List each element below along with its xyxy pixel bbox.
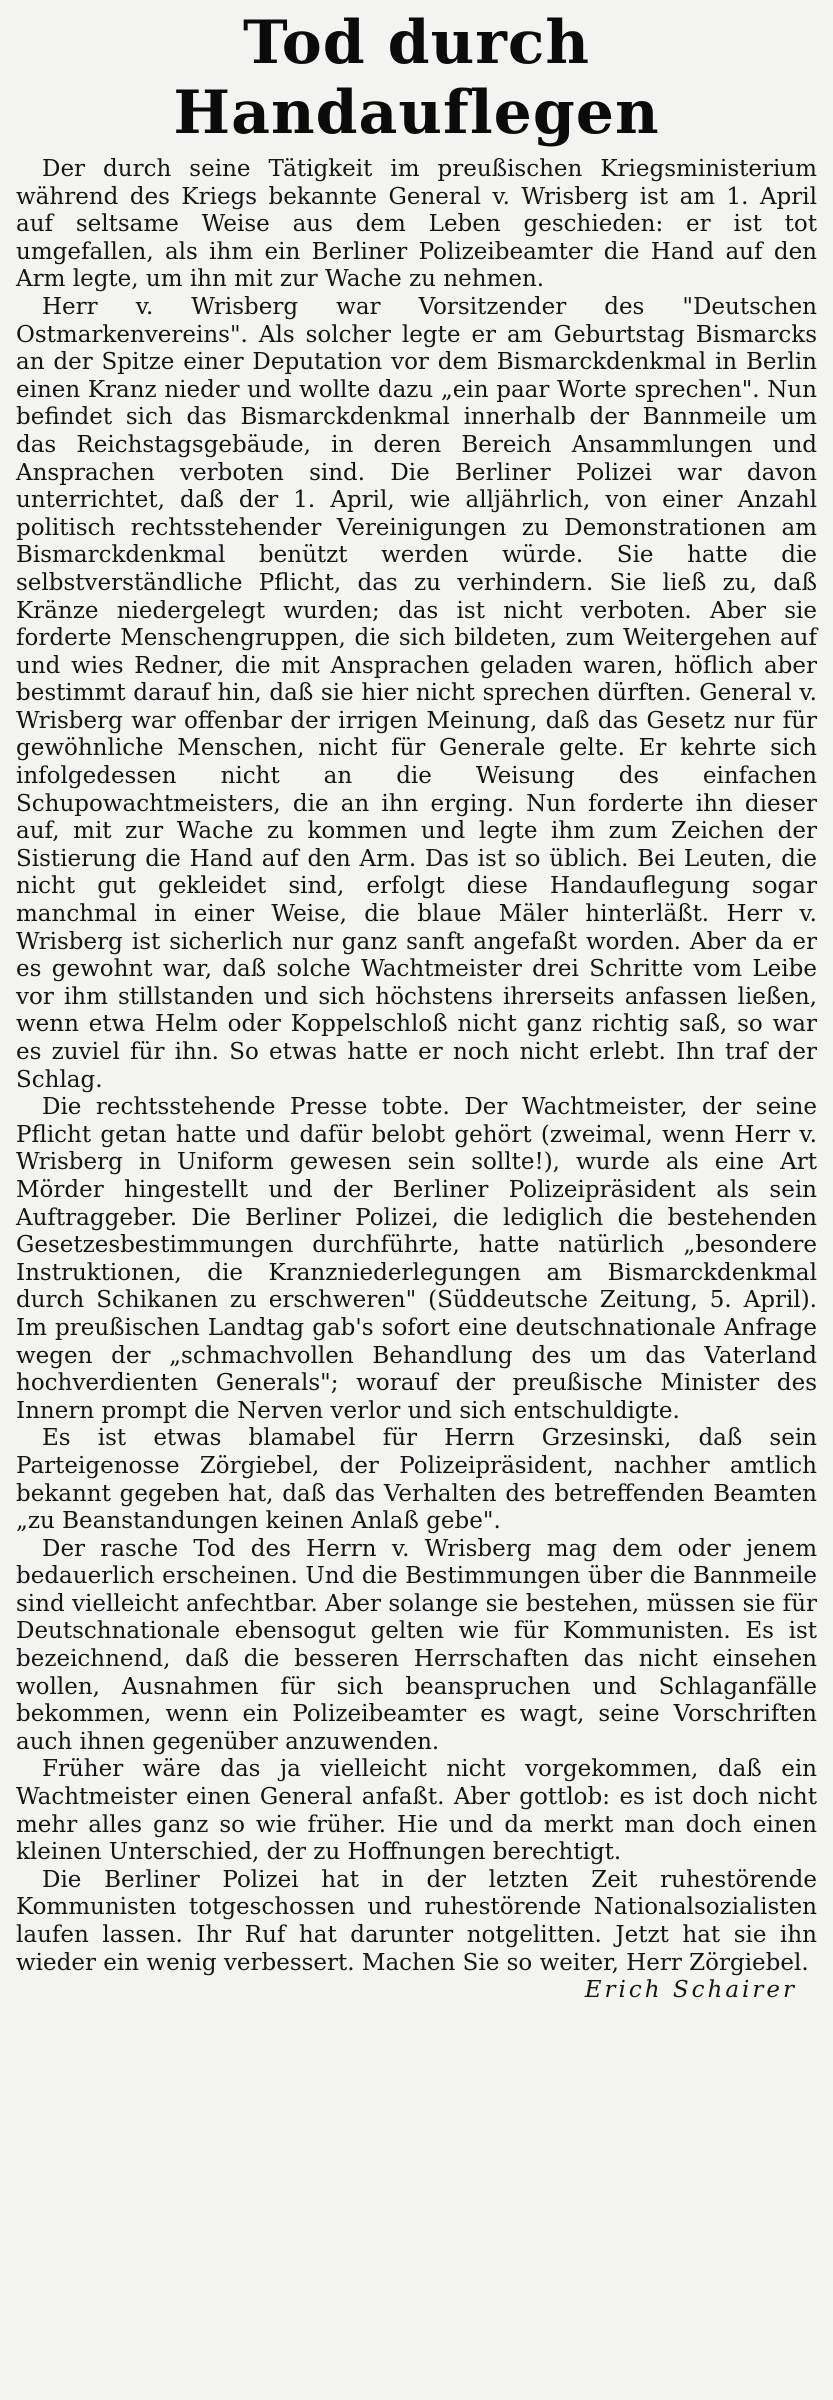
author-signature: Erich Schairer — [584, 1977, 797, 2004]
article-headline: Tod durch Handauflegen — [173, 8, 660, 148]
article-paragraph-3: Die rechtsstehende Presse tobte. Der Wachtmeister, der seine Pflicht getan hatte und dafür belobt gehört (zweimal, wenn Herr v. Wrisberg in Uniform gewesen sein sollte!), wurde als eine Art Mörder hingestellt und der Berliner Polizeipräsident als sein Auftraggeber. Die Berliner Polizei, die lediglich die bestehenden Gesetzesbestimmungen durchführte, hatte natürlich „besondere Instruktionen, die Kranzniederlegungen am Bismarckdenkmal durch Schikanen zu erschweren" (Süddeutsche Zeitung, 5. April). Im preußischen Landtag gab's sofort eine deutschnationale Anfrage wegen der „schmachvollen Behandlung des um das Vaterland hochverdienten Generals"; worauf der preußische Minister des Innern prompt die Nerven verlor und sich entschuldigte. — [16, 1094, 817, 1424]
article-paragraph-5: Der rasche Tod des Herrn v. Wrisberg mag dem oder jenem bedauerlich erscheinen. Und die Bestimmungen über die Bannmeile sind vielleicht anfechtbar. Aber solange sie bestehen, müssen sie für Deutschnationale ebensogut gelten wie für Kommunisten. Es ist bezeichnend, daß die besseren Herrschaften das nicht einsehen wollen, Ausnahmen für sich beanspruchen und Schlaganfälle bekommen, wenn ein Polizeibeamter es wagt, seine Vorschriften auch ihnen gegenüber anzuwenden. — [16, 1535, 817, 1755]
article-paragraph-4: Es ist etwas blamabel für Herrn Grzesinski, daß sein Parteigenosse Zörgiebel, der Polizeipräsident, nachher amtlich bekannt gegeben hat, daß das Verhalten des betreffenden Beamten „zu Beanstandungen keinen Anlaß gebe". — [16, 1425, 817, 1535]
article-paragraph-1: Der durch seine Tätigkeit im preußischen Kriegsministerium während des Kriegs bekannte General v. Wrisberg ist am 1. April auf seltsame Weise aus dem Leben geschieden: er ist tot umgefallen, als ihm ein Berliner Polizeibeamter die Hand auf den Arm legte, um ihn mit zur Wache zu nehmen. — [16, 156, 817, 293]
article-body — [16, 156, 817, 2005]
article-paragraph-2: Herr v. Wrisberg war Vorsitzender des "Deutschen Ostmarkenvereins". Als solcher legte er am Geburtstag Bismarcks an der Spitze einer Deputation vor dem Bismarckdenkmal in Berlin einen Kranz nieder und wollte dazu „ein paar Worte sprechen". Nun befindet sich das Bismarckdenkmal innerhalb der Bannmeile um das Reichstagsgebäude, in deren Bereich Ansammlungen und Ansprachen verboten sind. Die Berliner Polizei war davon unterrichtet, daß der 1. April, wie alljährlich, von einer Anzahl politisch rechtsstehender Vereinigungen zu Demonstrationen am Bismarckdenkmal benützt werden würde. Sie hatte die selbstverständliche Pflicht, das zu verhindern. Sie ließ zu, daß Kränze niedergelegt wurden; das ist nicht verboten. Aber sie forderte Menschengruppen, die sich bildeten, zum Weitergehen auf und wies Redner, die mit Ansprachen geladen waren, höflich aber bestimmt darauf hin, daß sie hier nicht sprechen dürften. General v. Wrisberg war offenbar der irrigen Meinung, daß das Gesetz nur für gewöhnliche Menschen, nicht für Generale gelte. Er kehrte sich infolgedessen nicht an die Weisung des einfachen Schupowachtmeisters, die an ihn erging. Nun forderte ihn dieser auf, mit zur Wache zu kommen und legte ihm zum Zeichen der Sistierung die Hand auf den Arm. Das ist so üblich. Bei Leuten, die nicht gut gekleidet sind, erfolgt diese Handauflegung sogar manchmal in einer Weise, die blaue Mäler hinterläßt. Herr v. Wrisberg ist sicherlich nur ganz sanft angefaßt worden. Aber da er es gewohnt war, daß solche Wachtmeister drei Schritte vom Leibe vor ihm stillstanden und sich höchstens ihrerseits anfassen ließen, wenn etwa Helm oder Koppelschloß nicht ganz richtig saß, so war es zuviel für ihn. So etwas hatte er noch nicht erlebt. Ihn traf der Schlag. — [16, 293, 817, 1093]
article-paragraph-6: Früher wäre das ja vielleicht nicht vorgekommen, daß ein Wachtmeister einen General anfaßt. Aber gottlob: es ist doch nicht mehr alles ganz so wie früher. Hie und da merkt man doch einen kleinen Unterschied, der zu Hoffnungen berechtigt. — [16, 1756, 817, 1866]
article-paragraph-7: Die Berliner Polizei hat in der letzten Zeit ruhestörende Kommunisten totgeschossen und ruhestörende Nationalsozialisten laufen lassen. Ihr Ruf hat darunter notgelitten. Jetzt hat sie ihn wieder ein wenig verbessert. Machen Sie so weiter, Herr Zörgiebel. — [16, 1866, 817, 1976]
